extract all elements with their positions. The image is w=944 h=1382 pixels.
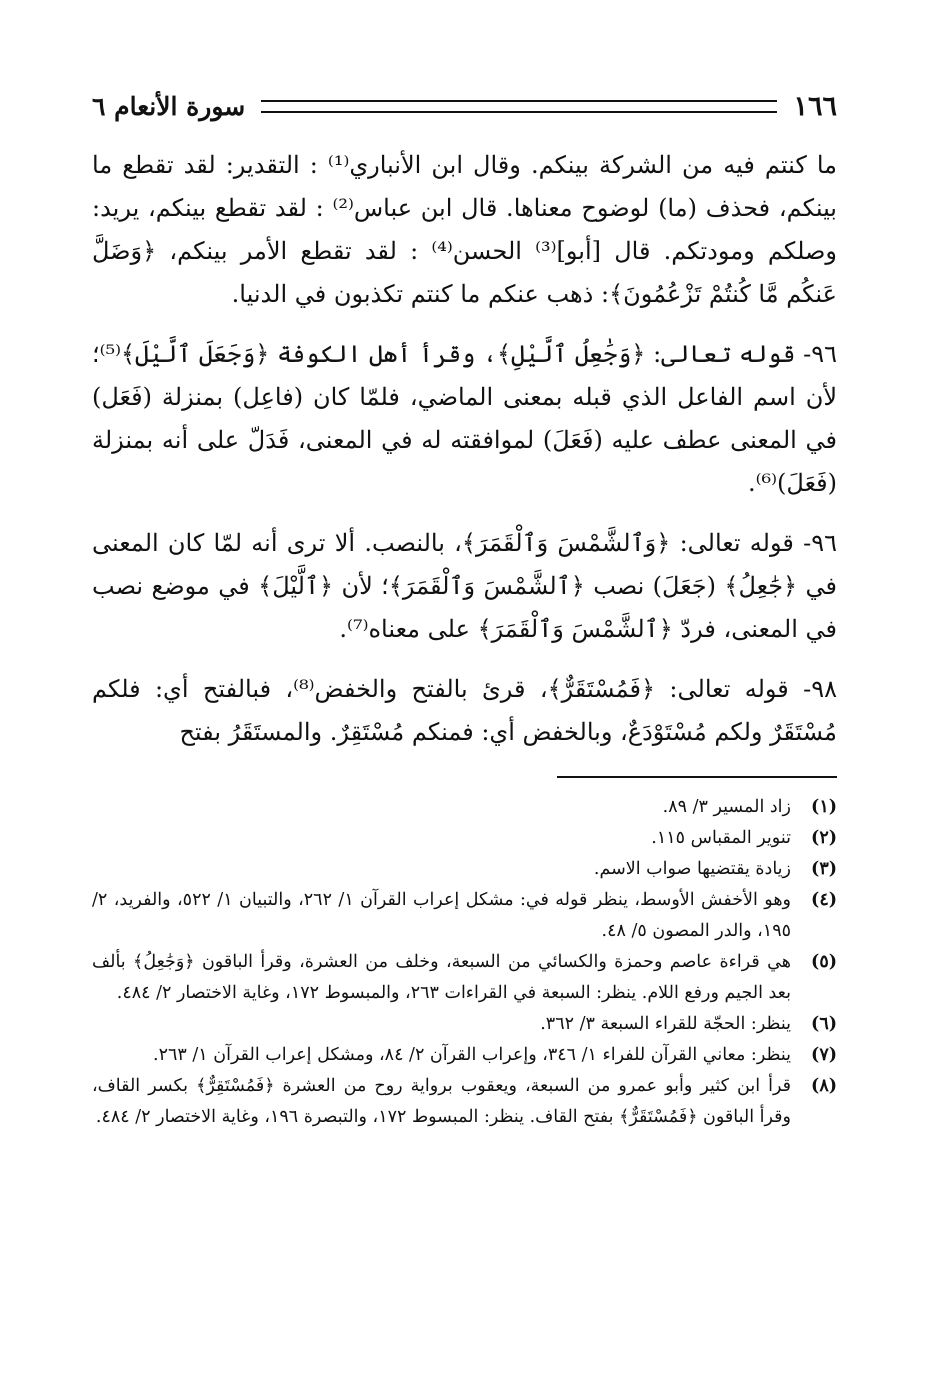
footnote-text: وهو الأخفش الأوسط، ينظر قوله في: مشكل إعراب القرآن ١/ ٢٦٢، والتبيان ١/ ٥٢٢، والفريد، ٢/ ١٩٥، والدر المصون ٥/ ٤٨. [92, 890, 792, 941]
footnote-text: ينظر: الحجّة للقراء السبعة ٣/ ٣٦٢. [540, 1014, 791, 1034]
footnote [92, 947, 837, 1009]
footnote-text: زاد المسير ٣/ ٨٩. [662, 797, 791, 817]
paragraph: ٩٨- قوله تعالى: ﴿فَمُسْتَقَرٌّ﴾، قرئ بالفتح والخفض⁽⁸⁾، فبالفتح أي: فلكم مُسْتَقَرٌ ولكم مُسْتَوْدَعٌ، وبالخفض أي: فمنكم مُسْتَقِرٌ. والمستَقَرُ بفتح [92, 675, 837, 746]
footnote-number: (٥) [811, 952, 837, 972]
page-header [92, 84, 837, 128]
footnote [92, 854, 837, 885]
footnote-text: هي قراءة عاصم وحمزة والكسائي من السبعة، وخلف من العشرة، وقرأ الباقون ﴿وَجَٰعِلُ﴾ بألف بعد الجيم ورفع اللام. ينظر: السبعة في القراءات ٢٦٣، والمبسوط ١٧٢، وغاية الاختصار ٢/ ٤٨٤. [92, 952, 791, 1003]
footnote-text: تنوير المقباس ١١٥. [651, 828, 791, 848]
footnote-number: (٨) [811, 1076, 837, 1096]
paragraph: ٩٦- قوله تعالى: ﴿وَجَٰعِلُ ٱلَّيْلِ﴾، وقرأ أهل الكوفة ﴿وَجَعَلَ ٱلَّيْلَ﴾⁽⁵⁾؛ لأن اسم الفاعل الذي قبله بمعنى الماضي، فلمّا كان (فاعِل) بمنزلة (فَعَل) في المعنى عطف عليه (فَعَلَ) لموافقته له في المعنى، فَدَلّ على أنه بمنزلة (فَعَلَ)⁽⁶⁾. [92, 340, 838, 497]
footnote [92, 1071, 837, 1133]
footnote [92, 1009, 837, 1040]
footnote [92, 823, 837, 854]
paragraph: ٩٦- قوله تعالى: ﴿وَٱلشَّمْسَ وَٱلْقَمَرَ﴾، بالنصب. ألا ترى أنه لمّا كان المعنى في ﴿جَٰعِلُ﴾ (جَعَلَ) نصب ﴿ٱلشَّمْسَ وَٱلْقَمَرَ﴾؛ لأن ﴿ٱلَّيْلَ﴾ في موضع نصب في المعنى، فردّ ﴿ٱلشَّمْسَ وَٱلْقَمَرَ﴾ على معناه⁽⁷⁾. [92, 529, 837, 643]
paragraph: ما كنتم فيه من الشركة بينكم. وقال ابن الأنباري⁽¹⁾ : التقدير: لقد تقطع ما بينكم، فحذف (ما) لوضوح معناها. قال ابن عباس⁽²⁾ : لقد تقطع بينكم، يريد: وصلكم ومودتكم. قال [أبو]⁽³⁾ الحسن⁽⁴⁾ : لقد تقطع الأمر بينكم، ﴿وَضَلَّ عَنكُم مَّا كُنتُمْ تَزْعُمُونَ﴾: ذهب عنكم ما كنتم تكذبون في الدنيا. [92, 151, 838, 308]
surah-title: سورة الأنعام ٦ [92, 91, 246, 121]
page-number: ١٦٦ [793, 90, 837, 122]
footnote-number: (٦) [811, 1014, 837, 1034]
footnote-number: (٢) [811, 828, 837, 848]
footnote-number: (٧) [811, 1045, 837, 1065]
footnote [92, 1040, 837, 1071]
main-text [92, 144, 837, 754]
footnote [92, 792, 837, 823]
footnotes [92, 792, 837, 1133]
footnote-number: (٤) [811, 890, 837, 910]
footnote-divider [557, 776, 837, 778]
footnote-number: (٣) [811, 859, 837, 879]
footnote-text: قرأ ابن كثير وأبو عمرو من السبعة، ويعقوب برواية روح من العشرة ﴿فَمُسْتَقِرٌّ﴾ بكسر القاف، وقرأ الباقون ﴿فَمُسْتَقَرٌّ﴾ بفتح القاف. ينظر: المبسوط ١٧٢، والتبصرة ١٩٦، وغاية الاختصار ٢/ ٤٨٤. [92, 1076, 791, 1127]
book-page [92, 84, 837, 1133]
header-double-rule [261, 100, 777, 113]
footnote-text: ينظر: معاني القرآن للفراء ١/ ٣٤٦، وإعراب القرآن ٢/ ٨٤، ومشكل إعراب القرآن ١/ ٢٦٣. [153, 1045, 791, 1065]
footnote-text: زيادة يقتضيها صواب الاسم. [593, 859, 791, 879]
footnote-number: (١) [811, 797, 837, 817]
footnote [92, 885, 837, 947]
